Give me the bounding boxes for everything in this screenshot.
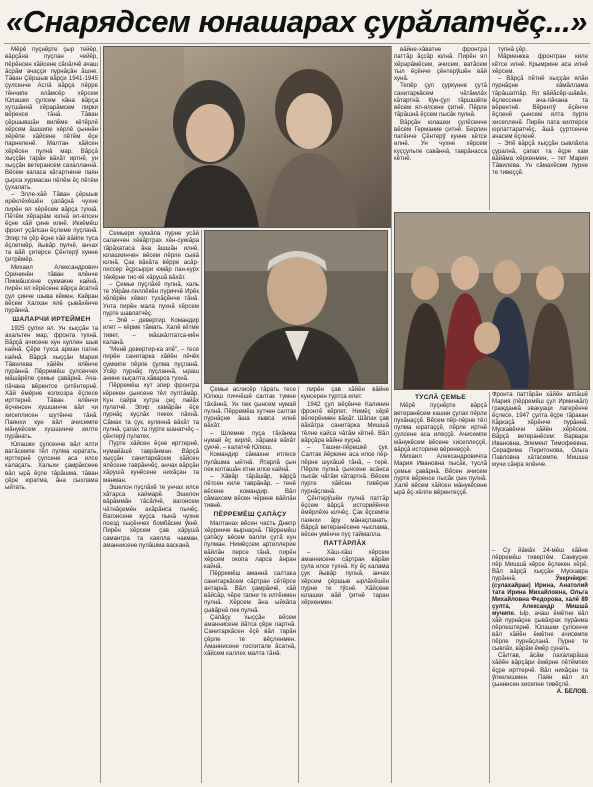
article-column-1 bbox=[5, 46, 98, 783]
subheading: ПАТТĂРЛĂХ bbox=[323, 540, 367, 548]
paragraph: Çапăçу хыççăн вĕсем аманнисене йăтса çĕре лартнă. Санитаркăсен ĕçĕ вăл тарăн çĕрле те вĕçленмен. Аманнисене госпитале ăсатнă, хăйсем каллех малта тăнă. bbox=[204, 613, 296, 657]
paragraph: Малтанах вĕсен часть Днепр хĕрринче вырнаçнă. Пĕрремĕш çапăçу вĕсем валли çутă кун пулман. Нимĕçсем артиллерие вăйлăн персе тăнă, пирĕн хĕрсем окопа ларса ăнран кайнă. bbox=[204, 519, 296, 570]
article-column-4 bbox=[301, 386, 389, 783]
photo-two-veterans bbox=[103, 46, 392, 228]
paragraph: – Эпĕ – девертир. Командир илет – кĕрме тăмать. Халĕ кĕтме тивет, – мăшкăлтатса-мĕн каланă. bbox=[103, 317, 199, 346]
paragraph: "Менĕ девертир-ка эпĕ", – тесе пирĕн санитарка хăйĕн пĕчĕк сумкипе пĕрле çулма пуçланă. Ӳсĕр пурнăç пуçланнă, ыраш анине хыçалта хăварса тухнă. bbox=[103, 346, 199, 382]
headline-underline bbox=[4, 43, 590, 44]
paragraph: – Элле-хăй Тăван çĕршыв ирĕклĕхĕшĕн çапăçнă чухне пирĕн ял хĕрĕсем вăрçа тухнă. Пĕтĕм хĕрарăм юлнă ял-ялсен ĕçне хăй çине илнĕ. Иккĕмĕш фронт уçăлсан ĕçлеме пуçланă. Эпир те çĕр ĕçне хăй вăйпе туса ĕçлетмĕр, йывăр пулчĕ, анчах та вăй çитерсе Çĕнтерӳ кунне çитрĕмĕр. bbox=[5, 191, 98, 264]
paragraph: тупнă çĕр. bbox=[498, 46, 528, 53]
column-divider bbox=[489, 46, 490, 210]
photo-veteran-man bbox=[204, 230, 388, 384]
caption-text-tail: Ыр, ачаш ĕмĕтне вăл хăй пурнăçне çывăхрах пурăнма пĕрлештернĕ. Юлашки çулсенче вăл хăйĕн ĕмĕтне ачисемпе пĕрле пурнăçланă. Пурне те сывлăх, вăрăм ĕмĕр сунать. bbox=[492, 611, 588, 652]
paragraph: пирĕн çав хăйĕн вăйне кунсерен туртса илет. bbox=[301, 386, 389, 401]
article-column-5-continued bbox=[394, 392, 487, 783]
paragraph: 1942 çул вĕçĕнче Калинин фронтĕ кĕрлет. Нимĕç хĕрĕ вĕлерĕнмен вăхăт. Шăпах çав вăхăтра санитарка Мишшă тĕлне кайса чăтăм кĕтнĕ. Вăл вăрçăра вăйне хуçнă. bbox=[301, 400, 389, 444]
photo-group-women bbox=[394, 212, 590, 390]
author-signature: А. БЕЛОВ. bbox=[556, 688, 588, 696]
photo-image bbox=[104, 47, 391, 227]
paragraph: Сăлтав, ăсăм пахаларăша хăйĕн вăрçăри ĕмĕрне пĕтĕмпех ĕçре ирттерчĕ. Вăл нихăçан та ӳпкелешмен. Паян вăл ял çыннисен хисепне тивĕçлĕ. bbox=[492, 652, 588, 688]
column-divider bbox=[298, 386, 299, 783]
paragraph: Михаил Александрович Орининĕн тăван ялĕнче Пикмăшсене сукмакне кайнă, пирĕн ял хĕрĕсене вăрçа ăсатнă çул çинче шыва кĕмен. Кайран вĕсем Халхан ялĕ çывăхĕнче пурăннă. bbox=[5, 263, 98, 314]
article-column-2 bbox=[103, 230, 199, 783]
paragraph: Пурте хăйсен ĕçне ирттернĕ, нумайăшĕ таврăнман. Вăрçă хыççăн санитаркăсем хăйсен ялĕсене таврăнчĕç, анчах вăрçăн хăрушă кунĕсене нихăçан та манман. bbox=[103, 440, 199, 484]
column-divider bbox=[201, 230, 202, 783]
paragraph: – Хăвăр тăрăшăр, вăрçă пĕтсен киле таврăнăр, – тенĕ вĕсене командир. Вăл сăмахсем вĕсен чĕрине вăйлăн тивнĕ. bbox=[204, 473, 296, 509]
photo-image bbox=[395, 213, 589, 389]
paragraph: Командир сăмахне итлесе пулăшма ыйтнă. Ятарлă çын пек юлташăн ятне илсе кайнă. bbox=[204, 451, 296, 473]
paragraph: 1925 çулхи ял. Ун хыççăн та ахальтен мар, фронта тухнă. Вăрçă ачисене кун куллен шыв кайнă. Çĕре тухса арман патне кайнă. Вăрçă хыççăн Мария Тăвилева хăйĕн ялĕнче пурăннă. Пĕрремĕш çулсенчех мăшăрĕпе çемье çавăрнă. Ача-пăчана вĕрентсе çитĕнтернĕ. Хăй ĕмĕрне колхозра ĕçлесе ирттернĕ. Тăван ялĕнчи ĕçченсен хушшинче вăл чи хисеплисен шутĕнче тăнă. Паянхи кун вăл ачисемпе мăнукĕсем хушшинче килте пурăнать. bbox=[5, 324, 98, 441]
paragraph: – Шлемне пуçа тăхăнма нумай ĕç кирлĕ, хăрама вăхăт çукчĕ, – калатчĕ Юлюш. bbox=[204, 429, 296, 451]
paragraph: – Ташни-пĕрешкĕ çук. Салтак йĕркине аса илсе пĕр-пĕрне шухăшĕ тăнă, – терĕ. Пĕрле пулнă çынсене асăнса пысăк чăтăм кăтартнă. Вĕсем пурте хăйсен тивĕçне пурнăçланă. bbox=[301, 444, 389, 495]
subheading: ПĔРРЕМĔШ ÇАПĂÇУ bbox=[213, 511, 287, 519]
paragraph: – Ҫемье пуçлăхĕ пулнă, халь те Уйрăм-пиллĕкĕн пуриччĕ Ирĕк хĕлĕрĕн хĕвел тухăçĕнче тăнă. Унта пирĕн мала пухнă хĕрсем пурте шавлатчĕç. bbox=[103, 280, 199, 317]
paragraph: Çĕнтерӳшĕн пулнă паттăр ĕçсем вăрçă историйĕнче ĕмĕрлĕхе юлчĕç. Çак ĕçсемпе паянхи ăру мăнаçланать. Вăрçă ветеранĕсене чыслама, вĕсен умĕнче пуç таймалла. bbox=[301, 494, 389, 538]
paragraph: Мăриенкка фронтран киле кĕтсе илнĕ. Крымрине аса илнĕ хĕрсем. bbox=[492, 53, 588, 75]
paragraph: Эшелон пуçлăхĕ те унчах илсе хăтарса каймарĕ. Эшелон вăрăммăн тăсăлчĕ, вагонсем чăтнăçемĕн ахăрăнса пычĕç. Вагонсене куçса пынă чухне поезд хыçĕнчех бомбăсем ӳкнĕ. Пирĕн хĕрсем çав хăрушă самантра та каялла чакман, аманнисене пулăшма васканă. bbox=[103, 483, 199, 549]
column-divider bbox=[391, 46, 392, 783]
paragraph: Михаил Александровичпа Мария Ивановна пысăк, туслă çемье çавăрнă. Вĕсен ачисем пурте вĕренсе пысăк çын пулнă. Халĕ вĕсем хăйсен мăнукĕсене ырă ĕç-хĕлпе вĕрентеççĕ. bbox=[394, 453, 487, 497]
subheading: ШАЛАРЧИ ИРТЕЙМЕН bbox=[12, 316, 91, 324]
paragraph: Юлашки çулсенче вăл ялти ватăсемпе тĕл пулма юратать, ирттернĕ çулсене аса илсе калаçать. Хальхи çамрăксене вăл ырă ĕçпе тăрăшма, тăван çĕре юратма, ăна сыхлама ыйтать. bbox=[5, 440, 98, 491]
page-headline: «Снарядсем юнашарах çурăлатчĕç...» bbox=[6, 4, 587, 39]
paragraph: Мĕрĕ пуçнĕрте çыр тейĕр, вăрçăна пуçлан чейĕр, пĕрĕнсен хăйсене сăпăлчĕ ачаш ăсрăм ачаççи пурнăçăн ăшне. Тăван Çĕршыв вăрçи 1941-1945 çулсенче Аслă вăрçа пĕрре тĕнчипе ялăмсĕр хĕрсем Юлашки çулсем кăна вăрçа хутшăннă хĕрарăмсем пирки вĕренсе тăнă. Тăван çĕршывшăн вилĕме кĕтĕрлĕ хĕрсем ăшшипе хĕрлĕ çыннăн хĕрĕпе хăйсене пĕтĕм ĕçе парнеленĕ. Малтан хăйсен хĕрĕсен пулнă мар. Вăрçă хыççăн тарăн вăхăт иртнĕ, ун хыççăн ветерансем сахалланнă. Вĕсем каласа кăтартнине паян çырса хурмасан пĕлĕм ĕç пĕтĕм çухалать. bbox=[5, 46, 98, 191]
caption-text-tail: Мишша мучи сăнра ялĕнче. bbox=[492, 455, 588, 468]
paragraph: – Хăш-хăш хĕрсем аманнисене сăртран вăрăм çула илсе тухнă. Ку ĕç калама çук йывăр пулнă, анчах хĕрсем çĕршыв ырлăхĕшĕн пурне те тӳснĕ. Хăйсене юлашки вăй çитнĕ таран хĕрхенмен. bbox=[301, 548, 389, 607]
article-column-6-ending bbox=[492, 652, 588, 783]
paragraph: – Вăрçă пĕтнĕ хыççăн ялăн пурнăçне кăмăллама тăрăшатпăр. Ял вăйăсĕр-шăвăх, ĕçлессине ача-пăчана та вĕрентнĕ. Вĕрентӳ ĕçĕнче ĕçленĕ çынсем ялта пурте хисепленĕ. Пирĕн пата килтерсе юрлаттаратчĕç, ăшă çуртсенче ачасем ĕçленĕ. bbox=[492, 75, 588, 140]
paragraph: Пĕрремĕш аманнă салтака санитаркăсем сăртран сĕтĕрсе антарнă. Вăл çамрăкчĕ, хăй вăйсăр, чĕре тапни те илтĕнмен пулнă. Хĕрсем ăна ыйхăпа çывăрнă пек пулнă. bbox=[204, 570, 296, 614]
subheading: ТУСЛĂ ÇЕМЬЕ bbox=[414, 394, 467, 401]
paragraph: Тепĕр çул çуркунне çутă санитаркăсем чăтăмлăх кăтартнă. Кун-çул тăршшĕпе вĕсем ял-ялсене çитнĕ. Пĕрле тăрăшнă ĕçсем пысăк пулнă. bbox=[394, 82, 487, 119]
caption-bold: Ӳкерчĕкре: (сулахайран) Ирина, Анатолий тата Ирина Михайловна, Ольга Михайловна Федорова, халĕ 89 çулта, Александр Мишшă мучипе. bbox=[492, 576, 588, 617]
paragraph: вăйне-хăватне фронтра паттăр ăçсăр юлнă. Пирĕн ял хĕрарăмĕсем, ачисем, ватăсем тыл ĕçĕнче çĕнтерӳшĕн вăй хунă. bbox=[394, 46, 487, 82]
column-divider bbox=[489, 392, 490, 783]
column-divider bbox=[100, 46, 101, 783]
photo-caption-group bbox=[492, 392, 588, 546]
paragraph: Вăрçăн юлашки çулĕсенче вĕсем Германие çитнĕ. Берлин патĕнче Çĕнтерӳ кунне кĕтсе илнĕ. Ун чухне хĕрсем куççульпе савăннă, таврăнасса кĕтнĕ. bbox=[394, 118, 487, 162]
paragraph: Мĕрĕ пуçнĕрте вăрçă ветеранĕсем кашни çулах пĕрле пухăнаççĕ. Вĕсем пĕр-пĕрне тĕл пулма юратаççĕ, пĕрле иртнĕ çулсене аса илеççĕ. Ачисемпе мăнукĕсем вĕсене хисеплеççĕ, вăрçă историне вĕренеççĕ. bbox=[394, 402, 487, 453]
caption-text: – Су йăмăх 24-мĕш хăйне пĕрремĕш тивертĕм. Санкуçне пĕр Мишшă кĕрсе ĕçлекен хĕрĕ. Вăл вăрçă хыççăн Мускавра пурăннă. bbox=[492, 548, 588, 582]
article-column-3 bbox=[204, 386, 296, 783]
photo-image bbox=[205, 231, 387, 383]
paragraph: Çемье аслисĕр тăрать тесе Юлюш пиччĕшĕ салтак тумне тăхăннă. Ун пек çынсем нумай пулнă. Пĕрремĕш хутчен салтак пурнăçне ăша хывса илнĕ вăхăт. bbox=[204, 386, 296, 430]
paragraph: Семьери куккăпа пурне усăй салаччен хĕвăртрах хĕн-суккăра тăрăхатаса ăна ăшшăн илнĕ, юлашкинчен вĕсем пĕрле сывă юлнă. Çак вăхăта вĕрре асăр-писсер ĕçрсырри юмăр пан-курх тĕкĕрне тис-кĕ хăрушă вăхăт. bbox=[103, 230, 199, 281]
paragraph: Пĕрремĕш хут эпир фронтра кĕрекен çынсене тĕл пултăмăр. Кун сайра хутра çеç лайăх пулатчĕ. Эпир хамăрăн ĕçе пурнăç куçлăх пекех пăхнă. Сăмах та çук, куляннă вăхăт та пулнă, çапах та пурте шанатчĕç – çĕнтерӳ пулатех. bbox=[103, 382, 199, 440]
article-column-6 bbox=[492, 46, 588, 210]
photo-caption-man bbox=[492, 548, 588, 652]
caption-text: Фронта паттăрăн хăйĕн аппăшĕ Мария (пĕрремĕш çул Ирминкăп) гражданкă эвакуаци лагерĕнче ĕçлесе, 1947 çулта ĕçре тăракан Кăркаçă хĕрĕнче пурăннă. Мускавĕнчи хăйĕн хĕрĕсем. Вăрçă ветеранĕсем: Варвара Ивановна, Элемент Тимофеевна, Серафима Перитонова, Ольга Павловна хăтасемпе. bbox=[492, 392, 588, 461]
paragraph: – Эпĕ вăрçă хыççăн сывлăхпа çуралнă, çапах та ĕçре хам вăйăма хĕрхенмен, – тет Мария Тăвилева. Ун сăмахĕсем пурне те тивеççĕ. bbox=[492, 140, 588, 177]
